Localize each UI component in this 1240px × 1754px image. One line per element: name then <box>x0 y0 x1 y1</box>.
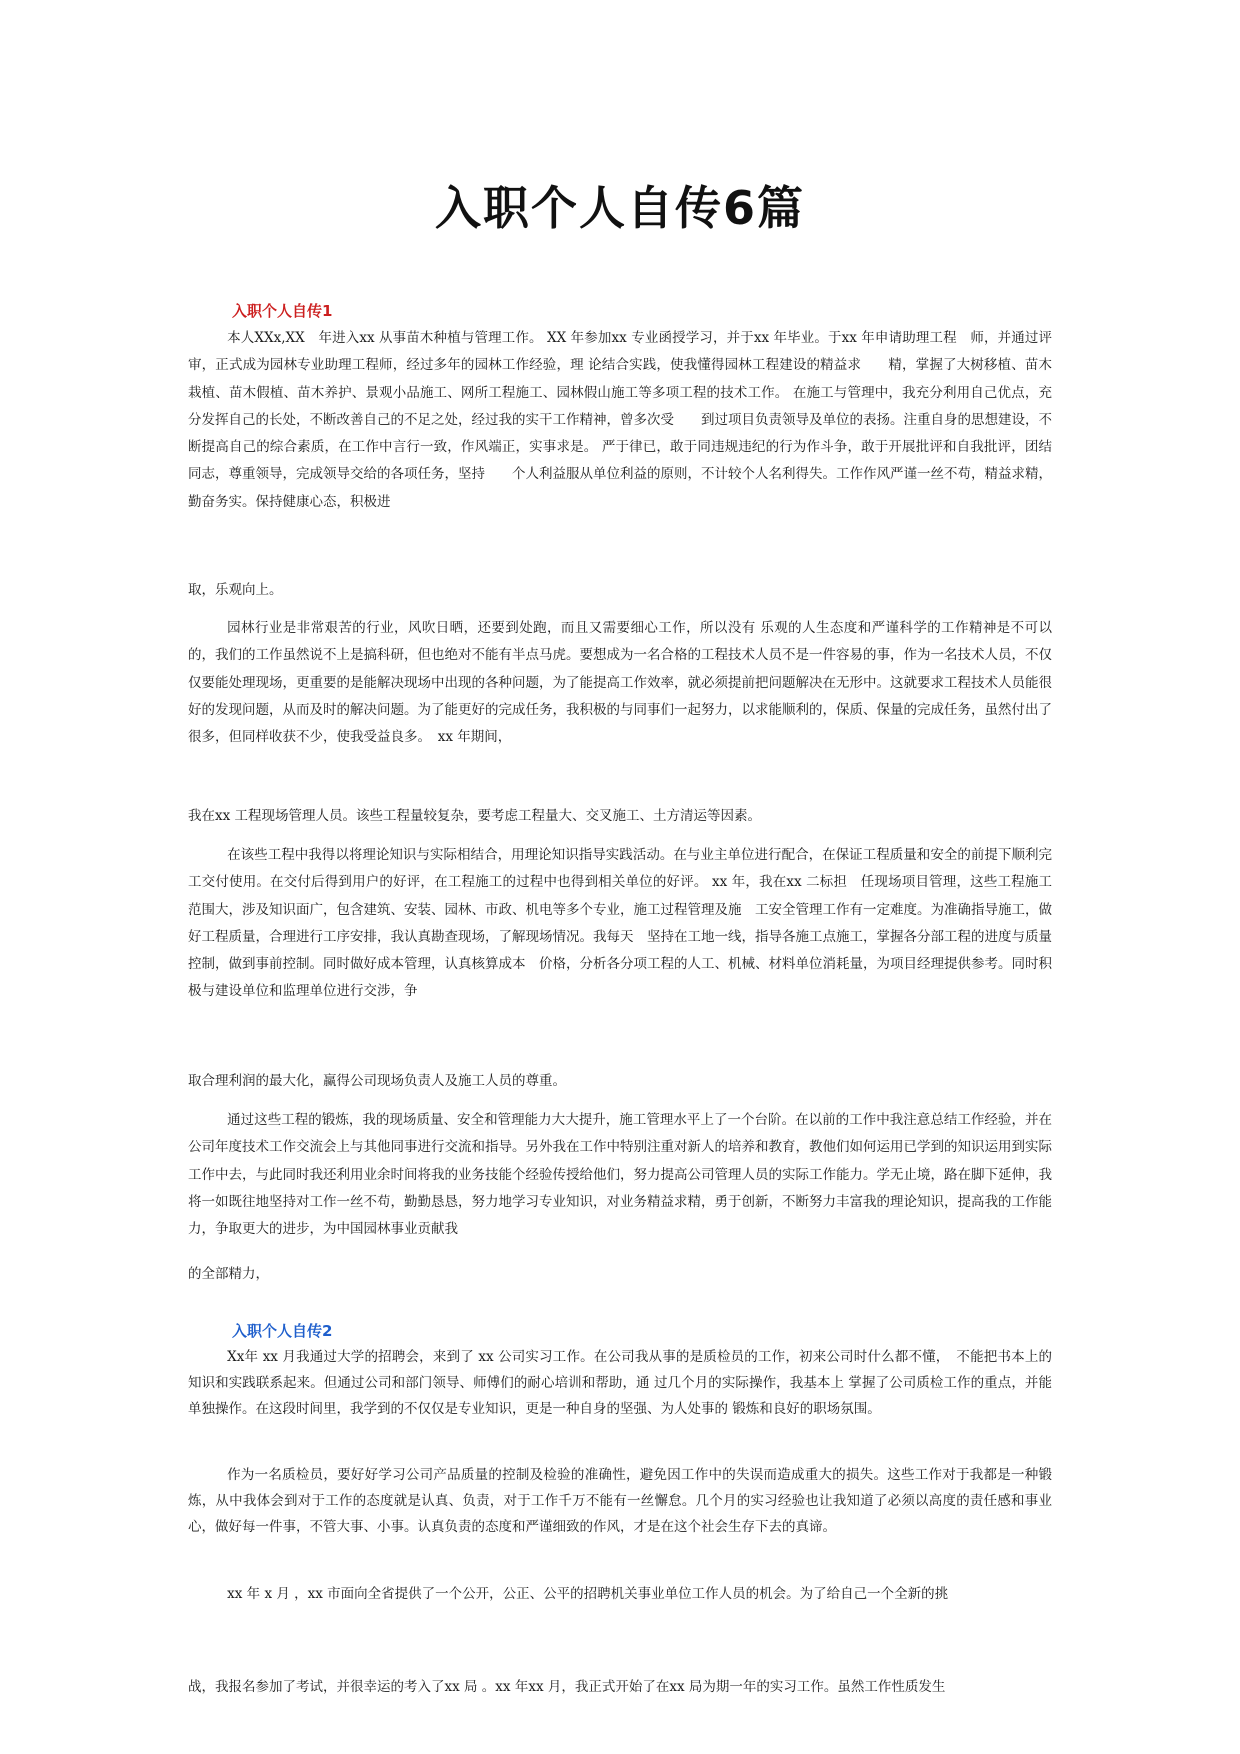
paragraph: 取，乐观向上。 <box>188 582 283 598</box>
paragraph: 取合理利润的最大化，赢得公司现场负责人及施工人员的尊重。 <box>188 1073 566 1089</box>
paragraph: 战，我报名参加了考试，并很幸运的考入了xx 局 。xx 年xx 月，我正式开始了在xx 局为期一年的实习工作。虽然工作性质发生 <box>188 1679 946 1695</box>
section-heading-1: 入职个人自传1 <box>232 302 333 320</box>
paragraph: 园林行业是非常艰苦的行业，风吹日晒，还要到处跑，而且又需要细心工作，所以没有 乐观的人生态度和严谨科学的工作精神是不可以的，我们的工作虽然说不上是搞科研，但也绝对不能有半点马虎。要想成为一名合格的工程技术人员不是一件容易的事，作为一名技术人员，不仅仅要能处理现场，更重要的是能解决现场中出现的各种问题，为了能提高工作效率，就必须提前把问题解决在无形中。这就要求工程技术人员能很好的发现问题，从而及时的解决问题。为了能更好的完成任务，我积极的与同事们一起努力，以求能顺利的，保质、保量的完成任务，虽然付出了很多，但同样收获不少，使我受益良多。 xx 年期间， <box>188 620 1052 746</box>
section-heading-2: 入职个人自传2 <box>232 1322 333 1340</box>
paragraph: 本人XXx,XX 年进入xx 从事苗木种植与管理工作。 XX 年参加xx 专业函授学习，并于xx 年毕业。于xx 年申请助理工程 师，并通过评审，正式成为园林专业助理工程师，经过多年的园林工作经验，理 论结合实践，使我懂得园林工程建设的精益求 精，掌握了大树移植、苗木栽植、苗木假植、苗木养护、景观小品施工、网所工程施工、园林假山施工等多项工程的技术工作。 在施工与管理中，我充分利用自己优点，充分发挥自己的长处，不断改善自己的不足之处，经过我的实干工作精神，曾多次受 到过项目负责领导及单位的表扬。注重自身的思想建设，不断提高自己的综合素质，在工作中言行一致，作风端正，实事求是。 严于律已，敢于同违规违纪的行为作斗争，敢于开展批评和自我批评，团结同志，尊重领导，完成领导交给的各项任务，坚持 个人利益服从单位利益的原则，不计较个人名利得失。工作作风严谨一丝不苟，精益求精，勤奋务实。保持健康心态，积极进 <box>188 330 1052 510</box>
paragraph: 的全部精力， <box>188 1266 269 1282</box>
paragraph: 我在xx 工程现场管理人员。该些工程量较复杂，要考虑工程量大、交叉施工、土方清运等因素。 <box>188 808 762 824</box>
paragraph: xx 年 x 月 ，xx 市面向全省提供了一个公开，公正、公平的招聘机关事业单位工作人员的机会。为了给自己一个全新的挑 <box>227 1586 949 1602</box>
document-title: 入职个人自传6篇 <box>434 181 805 235</box>
paragraph: 通过这些工程的锻炼，我的现场质量、安全和管理能力大大提升，施工管理水平上了一个台阶。在以前的工作中我注意总结工作经验，并在公司年度技术工作交流会上与其他同事进行交流和指导。另外我在工作中特别注重对新人的培养和教育，教他们如何运用已学到的知识运用到实际工作中去，与此同时我还利用业余时间将我的业务技能个经验传授给他们，努力提高公司管理人员的实际工作能力。学无止境，路在脚下延伸，我将一如既往地坚持对工作一丝不苟，勤勤恳恳，努力地学习专业知识，对业务精益求精，勇于创新，不断努力丰富我的理论知识，提高我的工作能力，争取更大的进步，为中国园林事业贡献我 <box>188 1112 1052 1238</box>
paragraph: Xx年 xx 月我通过大学的招聘会，来到了 xx 公司实习工作。在公司我从事的是质检员的工作，初来公司时什么都不懂， 不能把书本上的知识和实践联系起来。但通过公司和部门领导、师傅们的耐心培训和帮助，通 过几个月的实际操作，我基本上 掌握了公司质检工作的重点，并能单独操作。在这段时间里，我学到的不仅仅是专业知识，更是一种自身的坚强、为人处事的 锻炼和良好的职场氛围。 <box>188 1349 1052 1417</box>
paragraph: 作为一名质检员，要好好学习公司产品质量的控制及检验的准确性，避免因工作中的失误而造成重大的损失。这些工作对于我都是一种锻炼，从中我体会到对于工作的态度就是认真、负责，对于工作千万不能有一丝懈怠。几个月的实习经验也让我知道了必须以高度的责任感和事业心，做好每一件事，不管大事、小事。认真负责的态度和严谨细致的作风，才是在这个社会生存下去的真谛。 <box>188 1467 1052 1535</box>
paragraph: 在该些工程中我得以将理论知识与实际相结合，用理论知识指导实践活动。在与业主单位进行配合，在保证工程质量和安全的前提下顺利完工交付使用。在交付后得到用户的好评，在工程施工的过程中也得到相关单位的好评。 xx 年，我在xx 二标担 任现场项目管理，这些工程施工范围大，涉及知识面广，包含建筑、安装、园林、市政、机电等多个专业，施工过程管理及施 工安全管理工作有一定难度。为准确指导施工，做好工程质量，合理进行工序安排，我认真勘查现场，了解现场情况。我每天 坚持在工地一线，指导各施工点施工，掌握各分部工程的进度与质量控制，做到事前控制。同时做好成本管理，认真核算成本 价格，分析各分项工程的人工、机械、材料单位消耗量，为项目经理提供参考。同时积极与建设单位和监理单位进行交涉，争 <box>188 847 1052 1000</box>
